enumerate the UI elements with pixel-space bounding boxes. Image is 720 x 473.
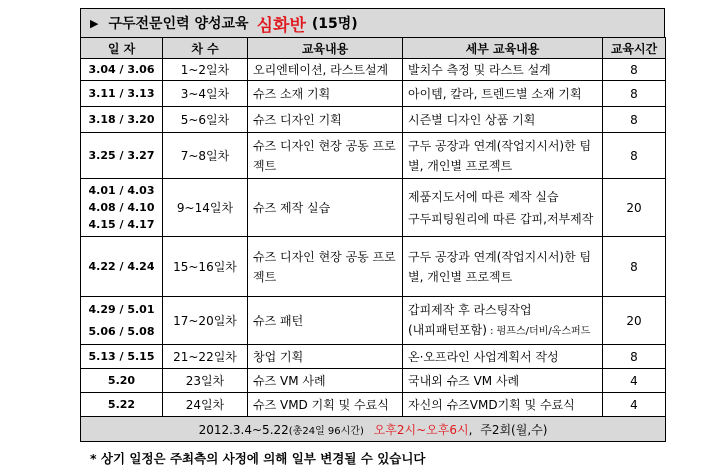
cell-hours: 8 [603,345,666,369]
cell-date: 3.18 / 3.20 [81,107,163,133]
cell-content: 슈즈 디자인 현장 공동 프로젝트 [248,133,403,179]
cell-date: 3.11 / 3.13 [81,81,163,107]
footer-time: 오후2시~오후6시 [373,422,469,437]
cell-session: 24일차 [163,393,248,417]
cell-session: 9~14일차 [163,179,248,237]
header-row [81,38,666,59]
cell-content: 슈즈 VM 사례 [248,369,403,393]
footer-weekly: 주2회(월,수) [480,422,548,437]
table-row [81,297,666,345]
cell-session: 17~20일차 [163,297,248,345]
cell-detail: 시즌별 디자인 상품 기획 [403,107,603,133]
detail-sub: (내피패턴포함) [408,322,487,337]
cell-session: 7~8일차 [163,133,248,179]
schedule-container [80,8,665,442]
cell-content: 슈즈 VMD 기획 및 수료식 [248,393,403,417]
cell-date: 4.01 / 4.03 4.08 / 4.10 4.15 / 4.17 [81,179,163,237]
cell-hours: 8 [603,133,666,179]
cell-date: 4.29 / 5.01 5.06 / 5.08 [81,297,163,345]
title-highlight: 심화반 [256,15,306,36]
footer-sep: , [468,422,473,437]
cell-date: 3.04 / 3.06 [81,59,163,81]
cell-session: 3~4일차 [163,81,248,107]
cell-hours: 4 [603,393,666,417]
detail-line: 갑피제작 후 라스팅작업 [408,302,532,317]
table-row [81,179,666,237]
cell-content: 슈즈 디자인 현장 공동 프로젝트 [248,237,403,297]
cell-hours: 8 [603,237,666,297]
table-row [81,107,666,133]
header-hours: 교육시간 [603,38,666,59]
title-count: (15명) [311,16,358,32]
cell-hours: 8 [603,59,666,81]
detail-line-sub [408,320,602,342]
cell-date: 3.25 / 3.27 [81,133,163,179]
schedule-table [80,37,666,442]
cell-detail: 구두 공장과 연계(작업지시서)한 팀별, 개인별 프로젝트 [403,133,603,179]
cell-detail: 자신의 슈즈VMD기획 및 수료식 [403,393,603,417]
table-row [81,345,666,369]
footer-period: 2012.3.4~5.22 [198,422,289,437]
cell-date: 5.13 / 5.15 [81,345,163,369]
cell-hours: 8 [603,81,666,107]
cell-detail: 발치수 측정 및 라스트 설계 [403,59,603,81]
header-detail: 세부 교육내용 [403,38,603,59]
cell-session: 1~2일차 [163,59,248,81]
cell-hours: 4 [603,369,666,393]
cell-hours: 20 [603,179,666,237]
cell-content: 슈즈 패턴 [248,297,403,345]
cell-detail: 아이템, 칼라, 트렌드별 소재 기획 [403,81,603,107]
cell-content: 슈즈 디자인 기획 [248,107,403,133]
table-row [81,133,666,179]
cell-content: 슈즈 제작 실습 [248,179,403,237]
cell-detail: 온·오프라인 사업계획서 작성 [403,345,603,369]
footer-row [81,417,666,442]
title-prefix: 구두전문인력 양성교육 [108,16,249,32]
cell-date: 5.20 [81,369,163,393]
table-row [81,369,666,393]
table-row [81,81,666,107]
cell-content: 오리엔테이션, 라스트설계 [248,59,403,81]
cell-content: 슈즈 소재 기획 [248,81,403,107]
cell-session: 23일차 [163,369,248,393]
cell-detail: 구두 공장과 연계(작업지시서)한 팀별, 개인별 프로젝트 [403,237,603,297]
cell-date: 5.22 [81,393,163,417]
triangle-arrow-icon: ▶ [90,16,99,30]
cell-content: 창업 기획 [248,345,403,369]
cell-session: 21~22일차 [163,345,248,369]
table-row [81,59,666,81]
table-title [80,8,665,37]
cell-detail [403,297,603,345]
header-date: 일 자 [81,38,163,59]
schedule-note: * 상기 일정은 주최측의 사정에 의해 일부 변경될 수 있습니다 [90,451,426,466]
cell-session: 15~16일차 [163,237,248,297]
header-session: 차 수 [163,38,248,59]
cell-date: 4.22 / 4.24 [81,237,163,297]
cell-hours: 20 [603,297,666,345]
detail-small: : 펌프스/더비/옥스퍼드 [486,325,591,337]
cell-detail: 국내외 슈즈 VM 사례 [403,369,603,393]
header-content: 교육내용 [248,38,403,59]
footer-cell [81,417,666,442]
footer-total: (총24일 96시간) [288,425,364,437]
table-row [81,393,666,417]
cell-session: 5~6일차 [163,107,248,133]
cell-detail: 제품지도서에 따른 제작 실습 구두피팅원리에 따른 갑피,저부제작 [403,179,603,237]
table-row [81,237,666,297]
cell-hours: 8 [603,107,666,133]
